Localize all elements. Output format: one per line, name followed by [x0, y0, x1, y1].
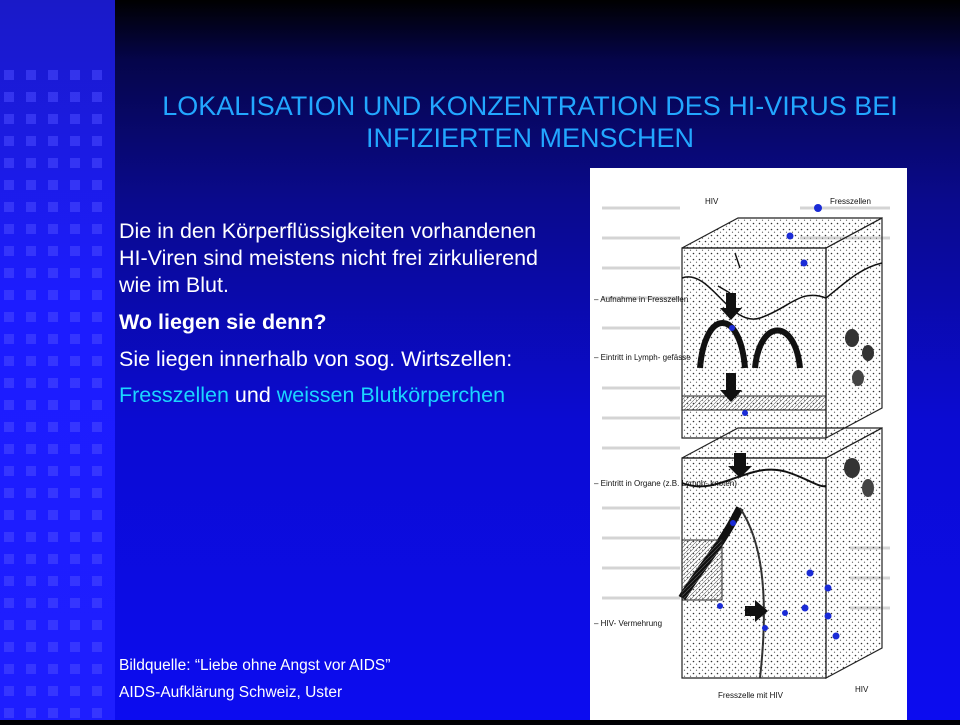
decorative-square — [26, 532, 36, 542]
decorative-square — [4, 158, 14, 168]
decorative-square — [26, 268, 36, 278]
decorative-square — [48, 202, 58, 212]
decorative-square — [26, 114, 36, 124]
decorative-square — [4, 554, 14, 564]
decorative-square — [70, 686, 80, 696]
decorative-square — [92, 598, 102, 608]
decorative-square — [26, 620, 36, 630]
decorative-square — [70, 268, 80, 278]
decorative-square — [4, 136, 14, 146]
decorative-square — [26, 224, 36, 234]
connector-und: und — [234, 383, 271, 408]
decorative-square — [92, 246, 102, 256]
decorative-square — [48, 378, 58, 388]
decorative-square — [70, 510, 80, 520]
decorative-square — [26, 598, 36, 608]
decorative-square — [26, 312, 36, 322]
decorative-square — [92, 268, 102, 278]
decorative-square — [70, 312, 80, 322]
paragraph-body-fluids: Die in den Körperflüssigkeiten vorhandenen HI-Viren sind meistens nicht frei zirkulierend wie im Blut. — [119, 219, 539, 297]
decorative-square — [4, 422, 14, 432]
decorative-square — [4, 576, 14, 586]
decorative-square — [48, 158, 58, 168]
decorative-square — [26, 70, 36, 80]
decorative-square — [92, 334, 102, 344]
label-hiv-vermehrung: – HIV- Vermehrung — [594, 619, 663, 628]
decorative-square — [92, 488, 102, 498]
decorative-square — [48, 246, 58, 256]
label-fresszelle-mit-hiv: Fresszelle mit HIV — [718, 691, 783, 700]
decorative-square — [92, 114, 102, 124]
decorative-square — [70, 532, 80, 542]
decorative-square — [4, 642, 14, 652]
source-line-1: Bildquelle: “Liebe ohne Angst vor AIDS” — [119, 657, 391, 674]
decorative-square — [4, 598, 14, 608]
decorative-square — [70, 642, 80, 652]
decorative-square — [70, 554, 80, 564]
decorative-square — [70, 444, 80, 454]
decorative-square — [92, 642, 102, 652]
decorative-square — [70, 70, 80, 80]
decorative-square — [48, 532, 58, 542]
label-hiv-bottom: HIV — [855, 685, 869, 694]
decorative-square — [48, 576, 58, 586]
decorative-square — [4, 70, 14, 80]
decorative-square — [70, 224, 80, 234]
decorative-square — [26, 92, 36, 102]
decorative-square — [26, 246, 36, 256]
decorative-square — [48, 422, 58, 432]
decorative-square — [48, 466, 58, 476]
decorative-square — [4, 444, 14, 454]
decorative-square — [92, 224, 102, 234]
decorative-square — [70, 290, 80, 300]
decorative-square — [48, 488, 58, 498]
decorative-square — [70, 334, 80, 344]
decorative-square — [48, 400, 58, 410]
decorative-square — [92, 422, 102, 432]
decorative-square — [4, 224, 14, 234]
decorative-square — [92, 158, 102, 168]
decorative-square — [26, 378, 36, 388]
paragraph-host-cells: Sie liegen innerhalb von sog. Wirtszellen: — [119, 346, 513, 371]
decorative-square — [92, 356, 102, 366]
decorative-square — [48, 70, 58, 80]
decorative-square — [4, 334, 14, 344]
label-aufnahme: – Aufnahme in Fresszellen — [594, 295, 689, 304]
decorative-square — [92, 444, 102, 454]
decorative-square — [48, 620, 58, 630]
decorative-square — [70, 246, 80, 256]
decorative-square — [48, 554, 58, 564]
decorative-square — [92, 554, 102, 564]
decorative-square — [26, 686, 36, 696]
decorative-square — [48, 642, 58, 652]
decorative-square — [92, 70, 102, 80]
decorative-square — [4, 466, 14, 476]
illustration-svg — [590, 168, 907, 720]
upper-tissue-block — [682, 218, 882, 438]
decorative-square — [4, 114, 14, 124]
decorative-square — [92, 202, 102, 212]
decorative-square — [70, 202, 80, 212]
decorative-square — [26, 554, 36, 564]
decorative-square — [92, 290, 102, 300]
decorative-square — [70, 664, 80, 674]
decorative-square — [48, 180, 58, 190]
decorative-square — [4, 268, 14, 278]
source-line-2: AIDS-Aufklärung Schweiz, Uster — [119, 684, 343, 702]
decorative-square — [4, 180, 14, 190]
label-hiv-top: HIV — [705, 197, 719, 206]
decorative-square — [26, 290, 36, 300]
decorative-square — [4, 400, 14, 410]
decorative-square — [4, 620, 14, 630]
decorative-square — [26, 488, 36, 498]
decorative-square — [4, 510, 14, 520]
slide-body — [119, 218, 549, 419]
cell-types-line — [119, 382, 549, 409]
decorative-square — [48, 444, 58, 454]
decorative-square — [92, 180, 102, 190]
decorative-square — [48, 312, 58, 322]
decorative-square — [4, 290, 14, 300]
decorative-square — [70, 422, 80, 432]
label-eintritt-organe: – Eintritt in Organe (z.B. Lymph- knoten) — [594, 479, 737, 488]
decorative-square — [48, 708, 58, 718]
slide-title: LOKALISATION UND KONZENTRATION DES HI-VIRUS BEI INFIZIERTEN MENSCHEN — [162, 91, 898, 154]
decorative-square — [70, 466, 80, 476]
decorative-square — [70, 400, 80, 410]
label-fresszellen: Fresszellen — [830, 197, 871, 206]
decorative-square — [48, 510, 58, 520]
decorative-square — [92, 686, 102, 696]
decorative-square — [48, 114, 58, 124]
decorative-square — [92, 466, 102, 476]
decorative-square — [92, 510, 102, 520]
decorative-square — [48, 136, 58, 146]
decorative-square — [48, 598, 58, 608]
decorative-square — [48, 224, 58, 234]
decorative-square — [48, 334, 58, 344]
decorative-square-column — [0, 0, 115, 720]
decorative-square — [4, 532, 14, 542]
decorative-square — [92, 400, 102, 410]
decorative-square — [70, 356, 80, 366]
hiv-tissue-illustration — [590, 168, 907, 720]
decorative-square — [4, 202, 14, 212]
decorative-square — [4, 246, 14, 256]
decorative-square — [26, 664, 36, 674]
decorative-square — [26, 356, 36, 366]
decorative-square — [26, 576, 36, 586]
decorative-square — [48, 356, 58, 366]
decorative-square — [70, 158, 80, 168]
lower-tissue-block — [682, 428, 882, 678]
decorative-square — [92, 664, 102, 674]
image-source — [119, 652, 390, 706]
decorative-square — [70, 114, 80, 124]
decorative-square — [4, 378, 14, 388]
decorative-square — [26, 202, 36, 212]
decorative-square — [70, 488, 80, 498]
decorative-square — [70, 620, 80, 630]
decorative-square — [4, 708, 14, 718]
label-eintritt-lymph: – Eintritt in Lymph- gefässe — [594, 353, 691, 362]
decorative-square — [26, 136, 36, 146]
decorative-square — [48, 686, 58, 696]
decorative-square — [26, 334, 36, 344]
highlight-blutkoerperchen: weissen Blutkörperchen — [276, 383, 506, 408]
decorative-square — [4, 356, 14, 366]
decorative-square — [26, 642, 36, 652]
decorative-square — [92, 92, 102, 102]
decorative-square — [92, 136, 102, 146]
decorative-square — [26, 444, 36, 454]
decorative-square — [4, 664, 14, 674]
question-text: Wo liegen sie denn? — [119, 309, 327, 334]
decorative-square — [48, 290, 58, 300]
decorative-square — [26, 158, 36, 168]
decorative-square — [26, 422, 36, 432]
decorative-square — [92, 620, 102, 630]
decorative-square — [92, 312, 102, 322]
decorative-square — [48, 268, 58, 278]
decorative-square — [26, 708, 36, 718]
decorative-square — [4, 686, 14, 696]
decorative-square — [70, 92, 80, 102]
decorative-square — [70, 598, 80, 608]
decorative-square — [70, 180, 80, 190]
decorative-square — [26, 466, 36, 476]
decorative-square — [4, 92, 14, 102]
decorative-square — [70, 708, 80, 718]
decorative-square — [26, 180, 36, 190]
decorative-square — [70, 378, 80, 388]
decorative-square — [70, 136, 80, 146]
decorative-square — [4, 312, 14, 322]
decorative-square — [70, 576, 80, 586]
decorative-square — [92, 708, 102, 718]
decorative-square — [92, 532, 102, 542]
decorative-square — [4, 488, 14, 498]
decorative-square — [26, 510, 36, 520]
decorative-square — [48, 92, 58, 102]
decorative-square — [26, 400, 36, 410]
decorative-square — [48, 664, 58, 674]
highlight-fresszellen: Fresszellen — [119, 383, 229, 408]
decorative-square — [92, 576, 102, 586]
decorative-square — [92, 378, 102, 388]
